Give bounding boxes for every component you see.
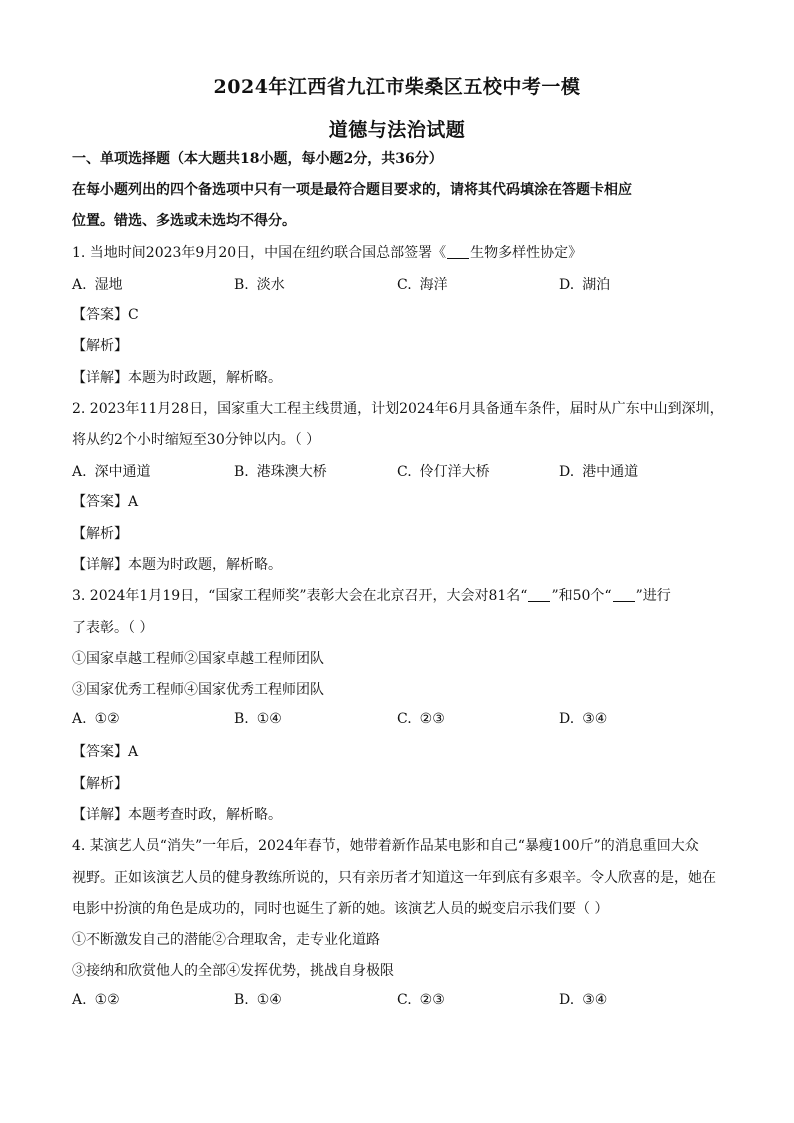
option-b: B. 淡水: [234, 277, 285, 293]
option-c: C. 伶仃洋大桥: [397, 464, 490, 480]
question-4-sub1: ①不断激发自己的潜能②合理取舍，走专业化道路: [72, 932, 380, 948]
option-d: D. ③④: [559, 711, 608, 727]
option-a: A. ①②: [72, 992, 120, 1008]
question-1-stem-part-b: 生物多样性协定》: [470, 245, 583, 261]
question-1-analysis: 【解析】: [72, 338, 128, 354]
question-1-options: [72, 274, 732, 294]
fill-blank: [528, 587, 550, 602]
question-2-stem-line1: 2. 2023年11月28日，国家重大工程主线贯通，计划2024年6月具备通车条件，届时从广东中山到深圳，: [72, 401, 724, 417]
option-d: D. 湖泊: [559, 277, 611, 293]
section-heading: 一、单项选择题（本大题共18小题，每小题2分，共36分）: [72, 151, 443, 167]
question-3-answer: 【答案】A: [72, 744, 139, 760]
question-3-sub2: ③国家优秀工程师④国家优秀工程师团队: [72, 682, 324, 698]
question-4-stem-line3: 电影中扮演的角色是成功的，同时也诞生了新的她。该演艺人员的蜕变启示我们要（ ）: [72, 901, 609, 917]
option-a: A. ①②: [72, 711, 120, 727]
question-4-stem-line2: 视野。正如该演艺人员的健身教练所说的，只有亲历者才知道这一年到底有多艰辛。令人欣喜的是，她在: [72, 870, 716, 886]
question-4-options: [72, 992, 732, 1012]
question-2-detail: 【详解】本题为时政题，解析略。: [72, 557, 282, 573]
question-1-answer: 【答案】C: [72, 307, 139, 323]
question-3-detail: 【详解】本题考查时政，解析略。: [72, 807, 282, 823]
fill-blank: [447, 244, 469, 259]
section-instruction-line1: 在每小题列出的四个备选项中只有一项是最符合题目要求的，请将其代码填涂在答题卡相应: [72, 182, 632, 198]
page-title: 2024年江西省九江市柴桑区五校中考一模: [213, 76, 581, 98]
fill-blank: [613, 587, 635, 602]
question-4-sub2: ③接纳和欣赏他人的全部④发挥优势，挑战自身极限: [72, 963, 394, 979]
option-c: C. ②③: [397, 711, 445, 727]
question-3-analysis: 【解析】: [72, 776, 128, 792]
question-2-stem-line2: 将从约2个小时缩短至30分钟以内。（ ）: [72, 432, 321, 448]
question-1-stem-part-a: 1. 当地时间2023年9月20日，中国在纽约联合国总部签署《: [72, 245, 447, 261]
question-2-analysis: 【解析】: [72, 526, 128, 542]
option-a: A. 湿地: [72, 277, 123, 293]
option-c: C. 海洋: [397, 277, 448, 293]
question-3-stem-line1: 3. 2024年1月19日，“国家工程师奖”表彰大会在北京召开，大会对81名“ ”和50个“ ”进行: [72, 588, 671, 604]
option-d: D. ③④: [559, 992, 608, 1008]
question-1-detail: 【详解】本题为时政题，解析略。: [72, 370, 282, 386]
option-d: D. 港中通道: [559, 464, 639, 480]
question-3-options: [72, 711, 732, 731]
question-1-stem: [72, 243, 732, 263]
option-c: C. ②③: [397, 992, 445, 1008]
question-4-stem-line1: 4. 某演艺人员“消失”一年后，2024年春节，她带着新作品某电影和自己“暴瘦100斤”的消息重回大众: [72, 838, 699, 854]
option-b: B. ①④: [234, 711, 282, 727]
page-subtitle: 道德与法治试题: [328, 119, 466, 141]
question-3-sub1: ①国家卓越工程师②国家卓越工程师团队: [72, 651, 324, 667]
question-2-answer: 【答案】A: [72, 494, 139, 510]
question-2-options: [72, 461, 732, 481]
option-a: A. 深中通道: [72, 464, 151, 480]
option-b: B. 港珠澳大桥: [234, 464, 327, 480]
section-instruction-line2: 位置。错选、多选或未选均不得分。: [72, 213, 296, 229]
option-b: B. ①④: [234, 992, 282, 1008]
question-3-stem-line2: 了表彰。（ ）: [72, 620, 154, 636]
